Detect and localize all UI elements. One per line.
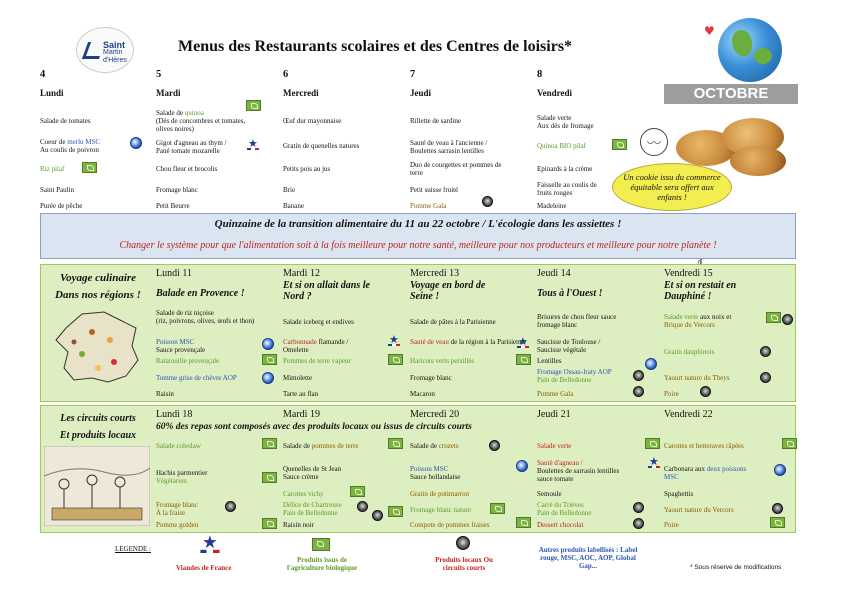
menu-item: Saucisse végétale <box>537 346 587 354</box>
menu-item: Fromage blanc <box>410 374 452 382</box>
legend-organic: Produits issus de l'agriculture biologique <box>286 556 358 572</box>
menu-item: Sauté de veau de la région à la Parisienne <box>410 338 527 346</box>
menu-item: (riz, poivrons, olives, œufs et thon) <box>156 317 255 325</box>
local-product-icon <box>760 346 771 357</box>
menu-item: Salade de pommes de terre <box>283 442 359 450</box>
logo-mark-icon <box>82 42 105 59</box>
legend-french-meat: Viandes de France <box>176 564 232 572</box>
logo-line-1: Saint <box>103 40 126 50</box>
menu-item: Hachis parmentier <box>156 469 208 477</box>
menu-item: Carbonara aux deux poissons <box>664 465 747 473</box>
week3-side-line: Les circuits courts <box>60 413 136 424</box>
menu-item: Carbonnade flamande / <box>283 338 349 346</box>
menu-item: Yaourt nature du Vercors <box>664 506 734 514</box>
organic-label-icon <box>490 503 505 514</box>
organic-label-icon <box>766 312 781 323</box>
local-product-icon <box>372 510 383 521</box>
local-product-icon <box>760 372 771 383</box>
msc-label-icon <box>262 338 274 350</box>
menu-item: Fromage blanc nature <box>410 506 472 514</box>
menu-item: Banane <box>283 202 304 210</box>
week1-day-num: 8 <box>537 69 543 80</box>
menu-item: sauce tomate <box>537 475 574 483</box>
menu-item: À la fraise <box>156 509 186 517</box>
msc-label-icon <box>130 137 142 149</box>
week3-day-label: Mardi 19 <box>283 409 320 420</box>
legend-label: LEGENDE : <box>115 545 151 553</box>
menu-item: Salade coleslaw <box>156 442 201 450</box>
menu-item: Mimolette <box>283 374 313 382</box>
organic-label-icon <box>312 538 330 551</box>
menu-item: Macaron <box>410 390 435 398</box>
menu-item: Purée de pêche <box>40 202 83 210</box>
menu-item: Pané tomate mozarelle <box>156 147 220 155</box>
cookie-note <box>612 163 732 211</box>
organic-label-icon <box>645 438 660 449</box>
menu-item: Saint Paulin <box>40 186 75 194</box>
french-meat-icon <box>517 338 529 348</box>
week2-day-label: Jeudi 14 <box>537 268 571 279</box>
menu-item: Duo de courgettes et pommes de terre <box>410 161 502 177</box>
menu-item: Spaghettis <box>664 490 694 498</box>
local-product-icon <box>700 386 711 397</box>
week2-day-theme: Balade en Provence ! <box>156 288 245 299</box>
legend-labels: Autres produits labellisés : Label rouge, MSC, AOC, AOP, Global Gap... <box>538 546 638 570</box>
menu-item: Fromage blanc <box>156 186 198 194</box>
french-meat-icon <box>648 458 660 468</box>
menu-item: Salade iceberg et endives <box>283 318 354 326</box>
menu-item: Aux dés de fromage <box>537 122 594 130</box>
week3-side-line: Et produits locaux <box>59 430 137 441</box>
msc-label-icon <box>645 358 657 370</box>
menu-item: Brisures de chou fleur sauce fromage blanc <box>537 313 617 329</box>
week2-side-line: Dans nos régions ! <box>55 289 141 301</box>
heart-icon: ♥ <box>704 24 715 38</box>
menu-item: Chou fleur et brocolis <box>156 165 218 173</box>
menu-item: Salade de crozets <box>410 442 459 450</box>
menu-item: Pain de Belledonne <box>283 509 338 517</box>
menu-item: Quinoa BIO pilaf <box>537 142 586 150</box>
menu-item: Compote de pommes fraises <box>410 521 490 529</box>
menu-item: Saucisse de Toulouse / <box>537 338 601 346</box>
msc-label-icon <box>774 464 786 476</box>
organic-label-icon <box>612 139 627 150</box>
menu-item: Sauce crème <box>283 473 319 481</box>
local-product-icon <box>225 501 236 512</box>
week2-side-line: Voyage culinaire <box>59 272 137 284</box>
menu-item: Carré du Trièves <box>537 501 584 509</box>
menu-item: Petit Beurre <box>156 202 190 210</box>
week3-side-title <box>44 410 152 444</box>
banner-title: Quinzaine de la transition alimentaire du 11 au 22 octobre / L'écologie dans les assiettes ! <box>214 218 622 230</box>
organic-label-icon <box>350 486 365 497</box>
menu-item: Poisson MSC <box>156 338 195 346</box>
logo-line-3: d'Hères <box>103 57 127 64</box>
week3-day-label: Lundi 18 <box>156 409 193 420</box>
menu-item: Salade verte <box>537 442 572 450</box>
menu-item: Omelette <box>283 346 309 354</box>
menu-item: Brique du Vercors <box>664 321 715 329</box>
week2-day-label: Mardi 12 <box>283 268 320 279</box>
menu-item: Rillette de sardine <box>410 117 461 125</box>
menu-item: Sauce provençale <box>156 346 206 354</box>
menu-item: Raisin noir <box>283 521 314 529</box>
menu-item: Délice de Chartreuse <box>283 501 342 509</box>
msc-label-icon <box>516 460 528 472</box>
french-meat-icon <box>388 336 400 346</box>
menu-item: Salade verte <box>537 114 572 122</box>
menu-item: Végétarien <box>156 477 187 485</box>
week1-day-num: 5 <box>156 69 162 80</box>
menu-item: Riz pilaf <box>40 165 65 173</box>
menu-item: Poisson MSC <box>410 465 449 473</box>
week2-day-theme: Et si on allait dans le Nord ? <box>283 280 370 302</box>
week2-day-theme: Voyage en bord de Seine ! <box>410 280 486 302</box>
menu-item: Poire <box>664 390 679 398</box>
week2-side-title <box>44 270 152 304</box>
menu-item: Yaourt nature du Theys <box>664 374 730 382</box>
menu-item: Salade verte aux noix et <box>664 313 732 321</box>
logo-line-2: Martin <box>103 49 123 56</box>
legend-local: Produits locaux Ou circuits courts <box>435 556 493 572</box>
menu-item: Haricots verts persillés <box>410 357 475 365</box>
menu-item: Œuf dur mayonnaise <box>283 117 342 125</box>
menu-item: Fromage Ossau-Iraty AOP <box>537 368 612 376</box>
local-product-icon <box>782 314 793 325</box>
page-title: Menus des Restaurants scolaires et des Centres de loisirs* <box>178 38 573 55</box>
organic-label-icon <box>262 438 277 449</box>
organic-label-icon <box>388 506 403 517</box>
organic-label-icon <box>262 354 277 365</box>
menu-item: MSC <box>664 473 679 481</box>
local-product-icon <box>489 440 500 451</box>
menu-item: Pomme golden <box>156 521 199 529</box>
menu-item: Carottes et betteraves râpées <box>664 442 744 450</box>
menu-item: Gratin de quenelles natures <box>283 142 360 150</box>
menu-item: Boulettes sarrasin lentilles <box>410 147 484 155</box>
menu-item: Ratatouille provençale <box>156 357 220 365</box>
menu-item: Pommes de terre vapeur <box>283 357 351 365</box>
local-product-icon <box>357 501 368 512</box>
menu-item: Brie <box>283 186 296 194</box>
week3-day-label: Mercredi 20 <box>410 409 460 420</box>
week1-day-name: Vendredi <box>537 88 573 98</box>
organic-label-icon <box>516 517 531 528</box>
menu-item: Sauté d'agneau / <box>537 459 583 467</box>
week1-day-num: 6 <box>283 69 289 80</box>
organic-label-icon <box>388 438 403 449</box>
cookie-note-text: Un cookie issu du commerce équitable sera offert aux enfants ! <box>623 172 721 202</box>
menu-item: Quenelles de St Jean <box>283 465 342 473</box>
local-product-icon <box>772 503 783 514</box>
menu-item: Pain de Belledonne <box>537 376 592 384</box>
menu-item: Gratin de potimarron <box>410 490 470 498</box>
menu-item: Gigot d'agneau au thym / <box>156 139 227 147</box>
banner-subtitle: Changer le système pour que l'alimentation soit à la fois meilleure pour notre santé, meilleure pour nos producteurs et meilleure pour notre planète ! <box>119 240 717 251</box>
menu-item: Salade de quinoa <box>156 109 204 117</box>
menu-item: Raisin <box>156 390 174 398</box>
menu-item: Epinards à la crème <box>537 165 593 173</box>
organic-label-icon <box>262 518 277 529</box>
organic-label-icon <box>246 100 261 111</box>
menu-item: Salade de riz niçoise <box>156 309 214 317</box>
local-product-icon <box>633 518 644 529</box>
menu-item: Pain de Belledonne <box>537 509 592 517</box>
logo <box>76 27 134 73</box>
menu-item: Dessert chocolat <box>537 521 584 529</box>
organic-label-icon <box>782 438 797 449</box>
week2-day-label: Lundi 11 <box>156 268 193 279</box>
week1-day-name: Mercredi <box>283 88 319 98</box>
menu-item: Gratin dauphinois <box>664 348 715 356</box>
menu-item: Tomme grise de chèvre AOP <box>156 374 237 382</box>
farmers-illustration <box>44 446 150 526</box>
week2-day-label: Vendredi 15 <box>664 268 713 279</box>
local-product-icon <box>456 536 470 550</box>
msc-label-icon <box>262 372 274 384</box>
week1-day-name: Jeudi <box>410 88 432 98</box>
week1-day-name: Lundi <box>40 88 64 98</box>
menu-item: Pomme Gala <box>537 390 574 398</box>
menu-item: Salade de pâtes à la Parisienne <box>410 318 496 326</box>
menu-item: Boulettes de sarrasin lentilles <box>537 467 620 475</box>
organic-label-icon <box>388 354 403 365</box>
menu-item: Tarte au flan <box>283 390 319 398</box>
menu-item: Faisselle au coulis de fruits rouges <box>537 181 597 197</box>
menu-item: Petits pois au jus <box>283 165 331 173</box>
menu-item: Sauté de veau à l'ancienne / <box>410 139 488 147</box>
week2-day-theme: Tous à l'Ouest ! <box>537 288 603 299</box>
local-product-icon <box>633 502 644 513</box>
organic-label-icon <box>770 517 785 528</box>
legend-note: * Sous réserve de modifications <box>690 564 782 571</box>
menu-item: Pomme Gala <box>410 202 447 210</box>
week2-day-label: Mercredi 13 <box>410 268 460 279</box>
local-product-icon <box>482 196 493 207</box>
menu-item: Lentilles <box>537 357 562 365</box>
menu-item: (Dés de concombres et tomates, olives noires) <box>156 117 246 133</box>
week1-day-num: 7 <box>410 69 416 80</box>
menu-item: Fromage blanc <box>156 501 198 509</box>
week3-day-label: Vendredi 22 <box>664 409 713 420</box>
week2-day-theme: Et si on restait en Dauphiné ! <box>664 280 737 302</box>
week3-theme: 60% des repas sont composés avec des produits locaux ou issus de circuits courts <box>156 422 472 432</box>
menu-item: Carottes vichy <box>283 490 324 498</box>
local-product-icon <box>633 386 644 397</box>
menu-item: Au coulis de poivron <box>40 146 99 154</box>
organic-label-icon <box>262 472 277 483</box>
week1-day-num: 4 <box>40 69 46 80</box>
france-map-illustration <box>52 310 144 386</box>
menu-item: Petit suisse fruité <box>410 186 459 194</box>
week1-day-name: Mardi <box>156 88 181 98</box>
cookies-illustration: ◡◡ <box>640 112 790 178</box>
menu-item: Semoule <box>537 490 562 498</box>
month-badge: OCTOBRE <box>664 84 798 104</box>
organic-label-icon <box>82 162 97 173</box>
menu-item: Poire <box>664 521 679 529</box>
french-meat-icon <box>247 140 259 150</box>
menu-item: Sauce hollandaise <box>410 473 461 481</box>
menu-item: Coeur de merlu MSC <box>40 138 101 146</box>
french-meat-icon <box>200 537 219 553</box>
local-product-icon <box>633 370 644 381</box>
organic-label-icon <box>516 354 531 365</box>
week3-day-label: Jeudi 21 <box>537 409 571 420</box>
menu-item: Madeleine <box>537 202 567 210</box>
earth-icon <box>718 18 782 82</box>
menu-item: Salade de tomates <box>40 117 91 125</box>
